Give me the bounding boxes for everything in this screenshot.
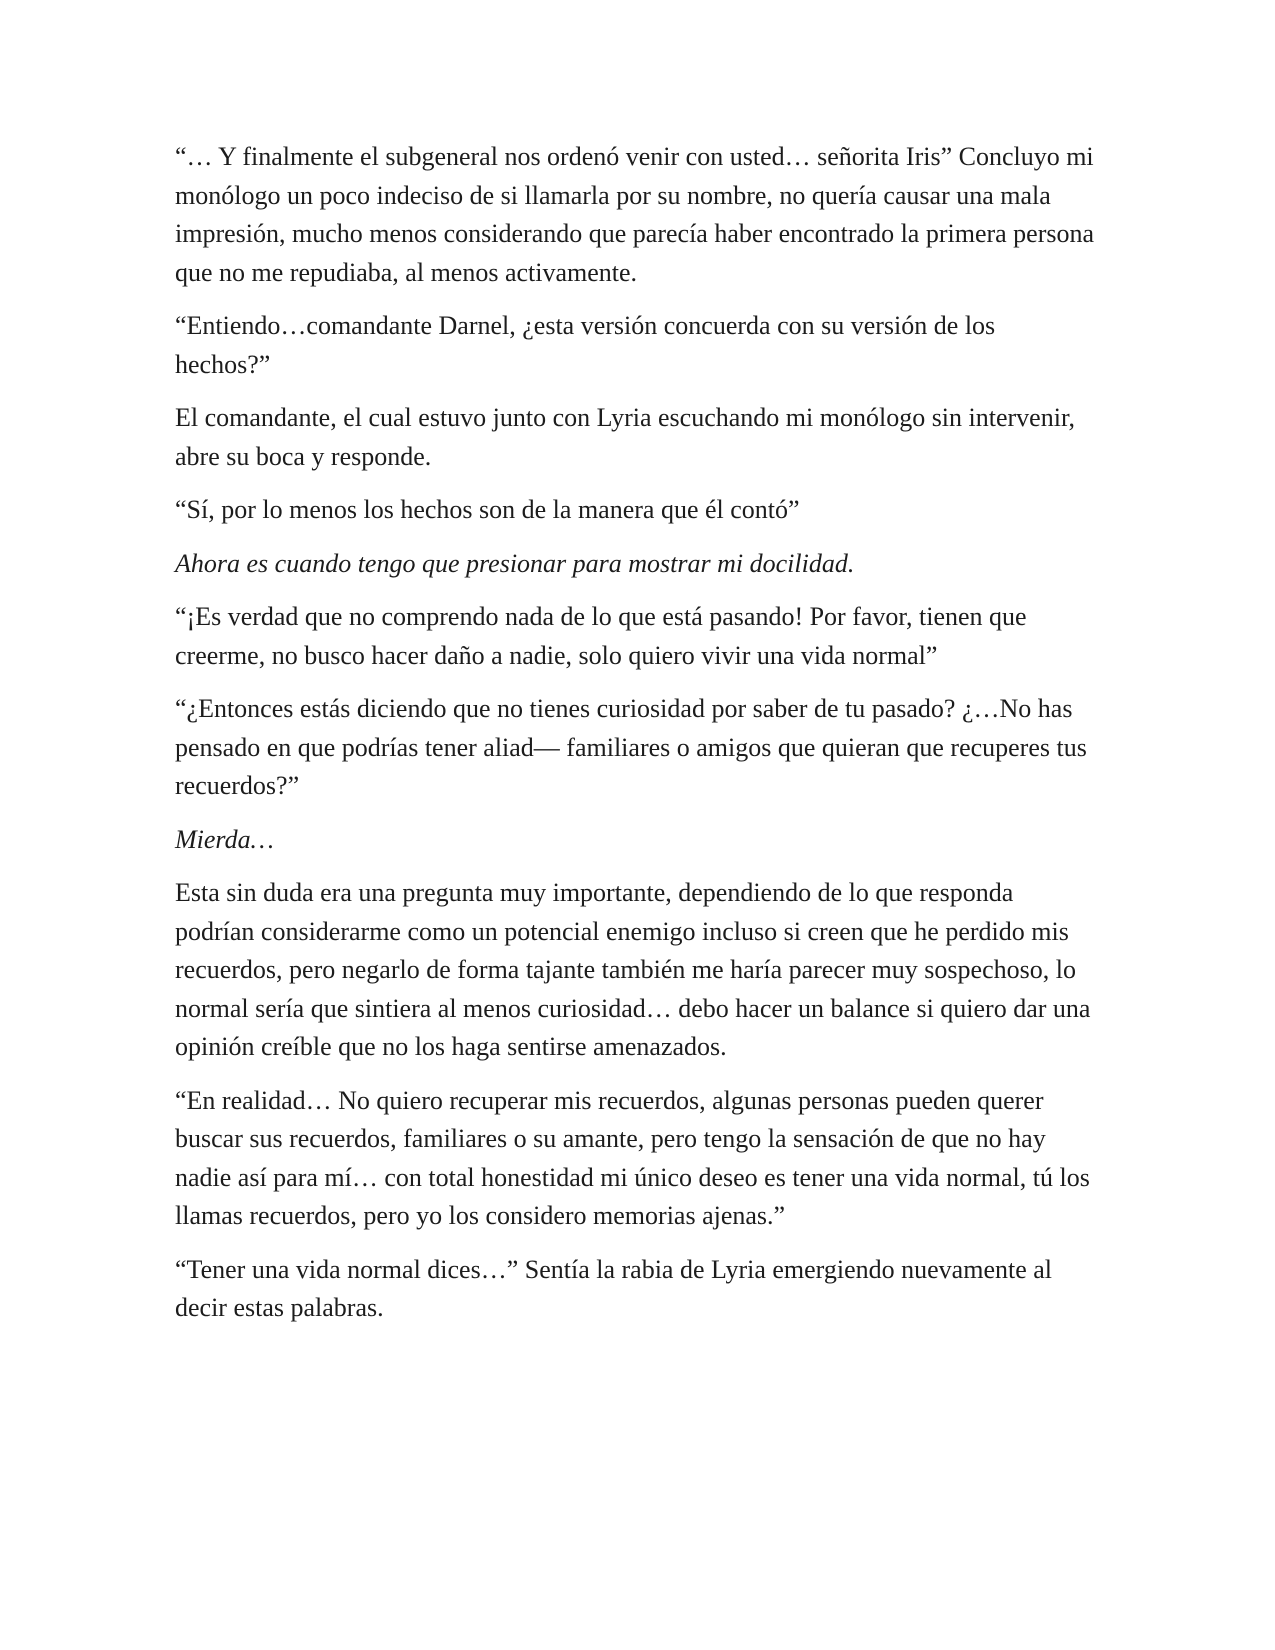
paragraph-7: “¿Entonces estás diciendo que no tienes curiosidad por saber de tu pasado? ¿…No has pensado en que podrías tener aliad— familiares o amigos que quieran que recuperes tus recuerdos?” (175, 694, 1087, 800)
document-page (175, 138, 1095, 1343)
paragraph-5-thought: Ahora es cuando tengo que presionar para mostrar mi docilidad. (175, 548, 855, 578)
paragraph-1: “… Y finalmente el subgeneral nos ordenó venir con usted… señorita Iris” Concluyo mi monólogo un poco indeciso de si llamarla por su nombre, no quería causar una mala impresión, mucho menos considerando que parecía haber encontrado la primera persona que no me repudiaba, al menos activamente. (175, 142, 1095, 287)
paragraph-3: El comandante, el cual estuvo junto con Lyria escuchando mi monólogo sin intervenir, abre su boca y responde. (175, 403, 1076, 471)
paragraph-10: “En realidad… No quiero recuperar mis recuerdos, algunas personas pueden querer buscar sus recuerdos, familiares o su amante, pero tengo la sensación de que no hay nadie así para mí… con total honestidad mi único deseo es tener una vida normal, tú los llamas recuerdos, pero yo los considero memorias ajenas.” (175, 1085, 1090, 1230)
paragraph-11: “Tener una vida normal dices…” Sentía la rabia de Lyria emergiendo nuevamente al decir estas palabras. (175, 1254, 1053, 1322)
paragraph-9: Esta sin duda era una pregunta muy importante, dependiendo de lo que responda podrían considerarme como un potencial enemigo incluso si creen que he perdido mis recuerdos, pero negarlo de forma tajante también me haría parecer muy sospechoso, lo normal sería que sintiera al menos curiosidad… debo hacer un balance si quiero dar una opinión creíble que no los haga sentirse amenazados. (175, 878, 1091, 1061)
paragraph-8-thought: Mierda… (175, 824, 274, 854)
paragraph-2: “Entiendo…comandante Darnel, ¿esta versión concuerda con su versión de los hechos?” (175, 311, 996, 379)
paragraph-4: “Sí, por lo menos los hechos son de la manera que él contó” (175, 495, 800, 524)
paragraph-6: “¡Es verdad que no comprendo nada de lo que está pasando! Por favor, tienen que creerme, no busco hacer daño a nadie, solo quiero vivir una vida normal” (175, 602, 1027, 670)
